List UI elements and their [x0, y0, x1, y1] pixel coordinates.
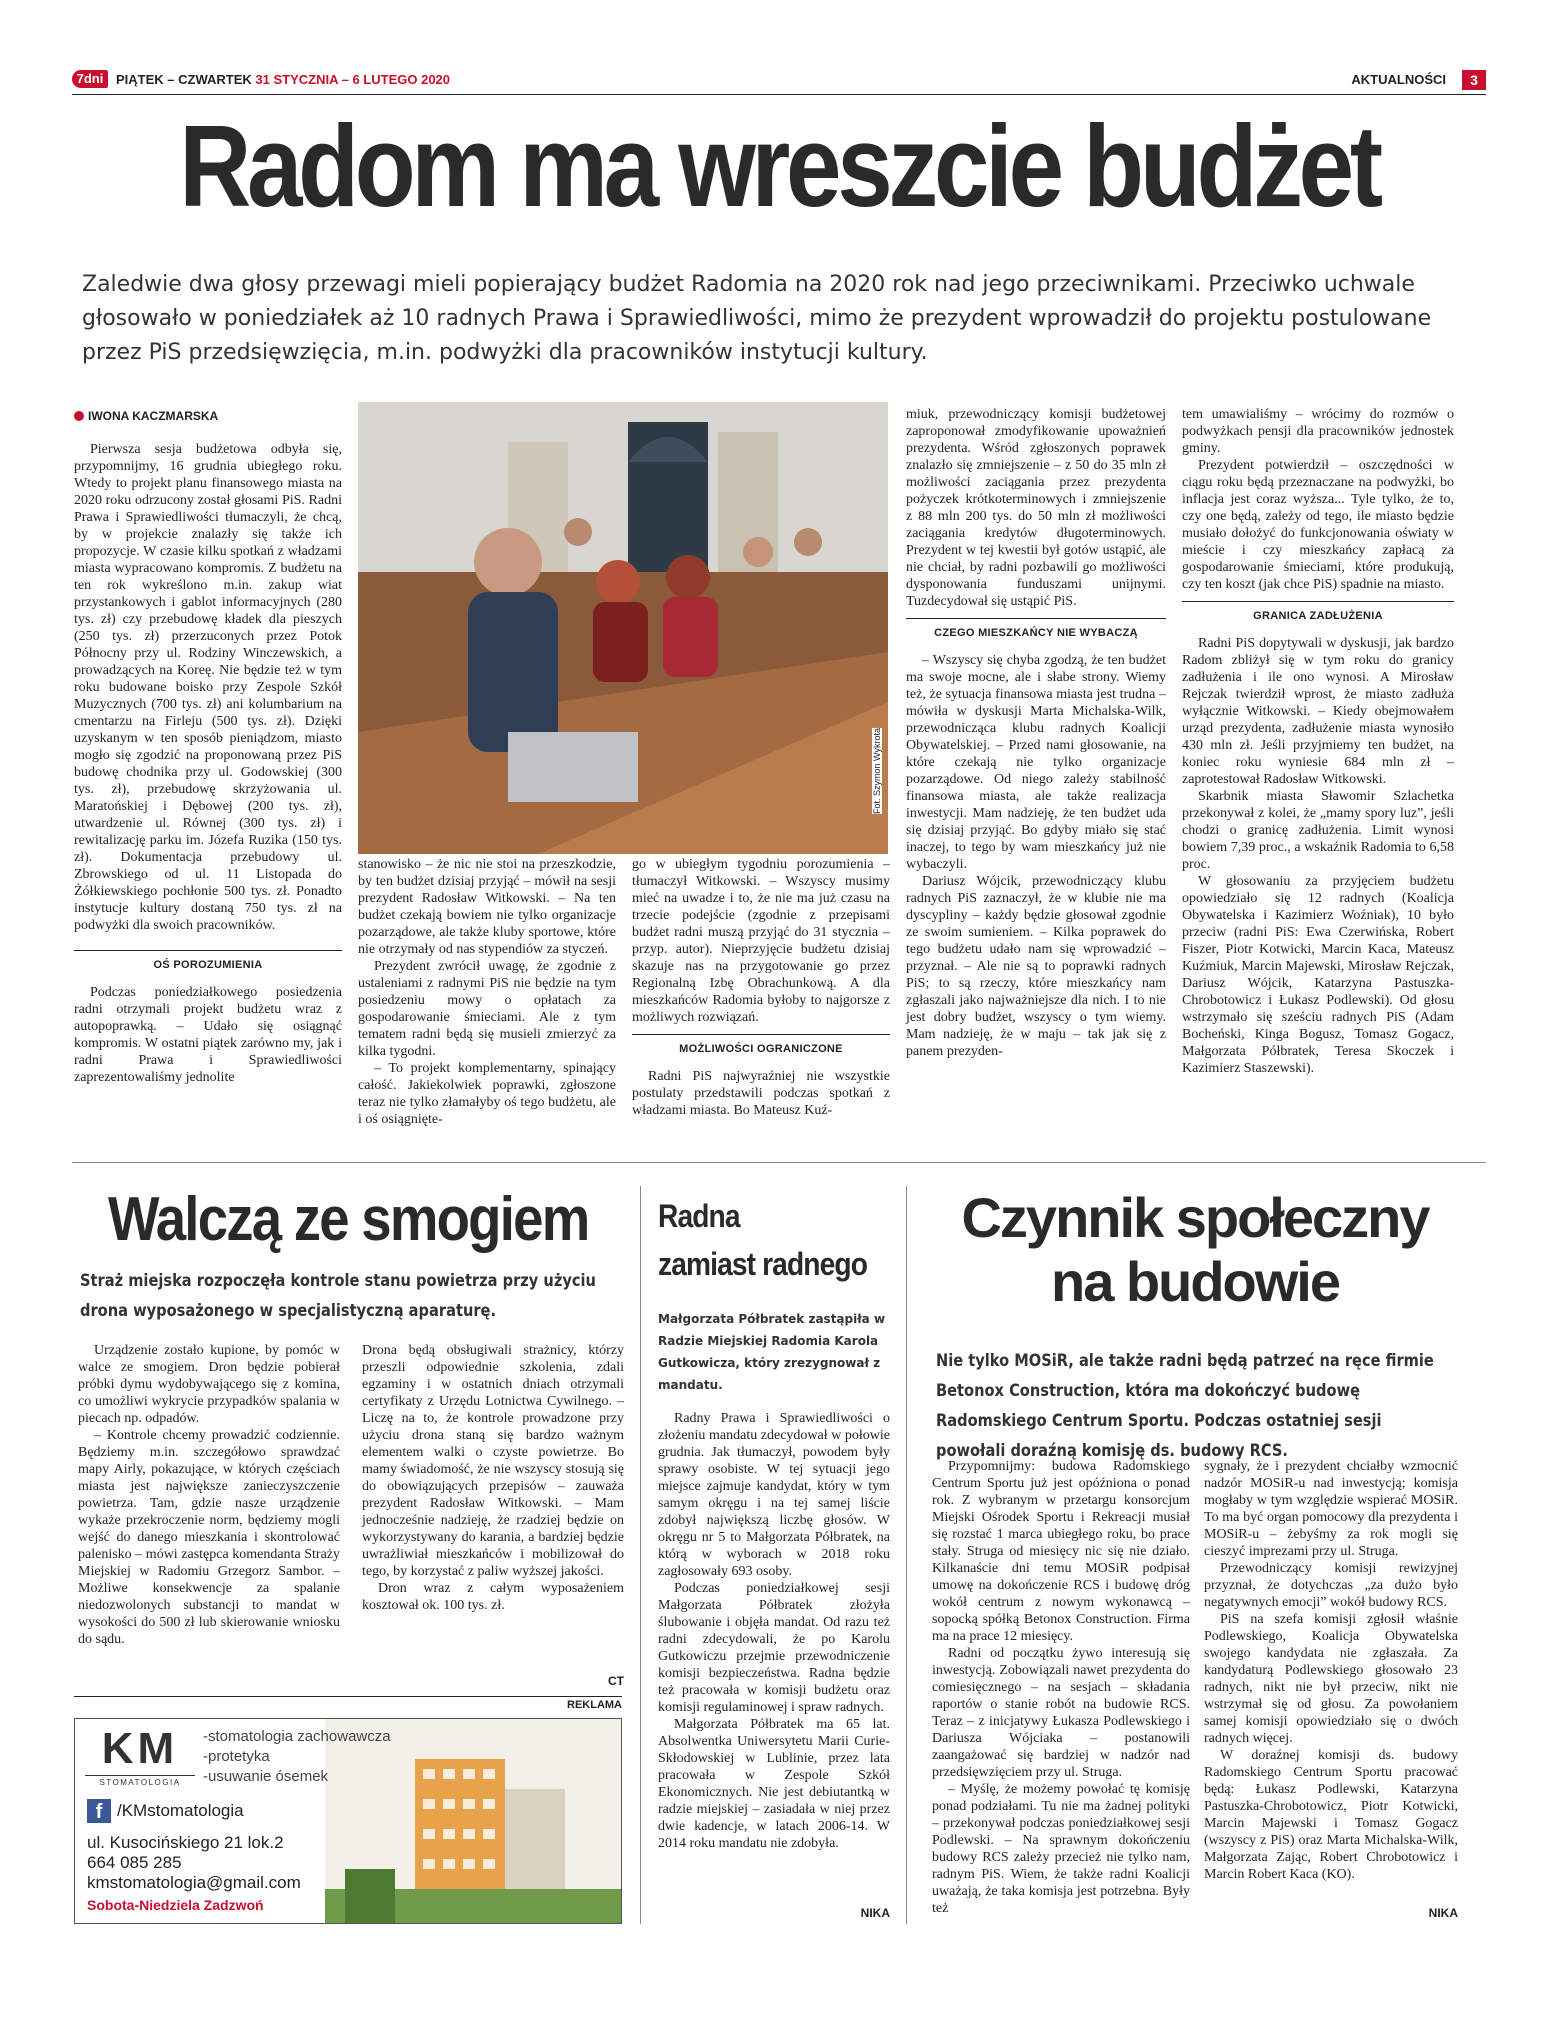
paragraph: Przypomnijmy: budowa Radomskiego Centrum Sportu już jest opóźniona o ponad rok. Z wybranym w przetargu konsorcjum Miejski Ośrodek Sportu i Rekreacji musiał się rozstać 1 marca ubiegłego roku, bo prace stały. Struga od miesięcy nic się nie działo. Kilkanaście dni temu MOSiR podpisał umowę na dokończenie RCS i budowę dróg wokół centrum z nowym wykonawcą – sopocką spółką Betonox Construction. Firma ma na prace 12 miesięcy. — [932, 1459, 1190, 1644]
email: kmstomatologia@gmail.com — [87, 1873, 301, 1892]
main-headline: Radom ma wreszcie budżet — [179, 101, 1379, 231]
service-item: -stomatologia zachowawcza — [203, 1728, 391, 1745]
reklama-label: REKLAMA — [74, 1696, 622, 1711]
paragraph: Prezydent potwierdził – oszczędności w ciągu roku będą przeznaczane na podwyżki, bo inflacja jest coraz wyższa... Tyle tylko, że to, czy one będą, zależy od tego, ile miasto będzie musiało dołożyć do funkcjonowania oświaty w mieście i czy mieszkańcy zapłacą za gospodarowanie śmieciami, które produkują, czy ten koszt (jak chce PiS) spadnie na miasto. — [1182, 458, 1454, 592]
main-column-5 — [1182, 406, 1454, 1077]
paragraph: – To projekt komplementarny, spinający całość. Jakiekolwiek poprawki, zgłoszone teraz nie tylko złamałyby oś tego budżetu, ale i oś osiągnięte- — [358, 1061, 616, 1127]
paragraph: Skarbnik miasta Sławomir Szlachetka przekonywał z kolei, że „mamy spory luz”, jeśli chodzi o granicę zadłużenia. Limit wynosi bowiem 7,39 proc., a wskaźnik Radomia to 6,58 proc. — [1182, 789, 1454, 872]
smog-lead: Straż miejska rozpoczęła kontrole stanu powietrza przy użyciu drona wyposażonego w specjalistyczną aparaturę. — [80, 1271, 596, 1321]
author-byline: IWONA KACZMARSKA — [74, 408, 342, 425]
paragraph: Pierwsza sesja budżetowa odbyła się, przypomnijmy, 16 grudnia ubiegłego roku. Wtedy to projekt planu finansowego miasta na 2020 roku odrzucony został głosami PiS. Radni Prawa i Sprawiedliwości tłumaczyli, że chcą, by w projekcie znalazły się także ich propozycje. W czasie kilku spotkań z władzami miasta wypracowano kompromis. Z budżetu na ten rok wykreślono m.in. zakup wiat przystankowych i gablot informacyjnych (280 tys. zł) czy przebudowę kładek dla pieszych (250 tys. zł) przerzuconych przez Potok Północny przy ul. Rodziny Winczewskich, a prowadzących na Koreę. Nie będzie też w tym roku budowane boisko przy Zespole Szkół Muzycznych (700 tys. zł) ani kolumbarium na cmentarzu na Firleju (500 tys. zł). Dzięki uzyskanym w ten sposób pieniądzom, miasto mogło się zgodzić na proponowaną przez PiS budowę chodnika przy ul. Godowskiej (300 tys. zł), przebudowę skrzyżowania ul. Maratońskiej i Dębowej (200 tys. zł), utwardzenie ul. Równej (300 tys. zł) i rewitalizację parku im. Józefa Ruzika (150 tys. zł). Dokumentacja przebudowy ul. Zbrowskiego od ul. 11 Listopada do Żółkiewskiego pochłonie 500 tys. zł. Ponadto instytucje kultury dostaną 750 tys. zł na podwyżki dla swoich pracowników. — [74, 442, 342, 933]
subhead: OŚ POROZUMIENIA — [74, 950, 342, 974]
paragraph: Przewodniczący komisji rewizyjnej przyznał, że dotychczas „za dużo było negatywnych emocji” wokół budowy RCS. — [1204, 1561, 1458, 1610]
paragraph: stanowisko – że nic nie stoi na przeszkodzie, by ten budżet dzisiaj przyjąć – mówił na sesji prezydent Radosław Witkowski. – Na ten budżet czekają bowiem nie tylko organizacje pozarządowe, ale także kluby sportowe, które nie otrzymały od nas stypendiów za styczeń. — [358, 857, 616, 957]
subhead: MOŻLIWOŚCI OGRANICZONE — [632, 1034, 890, 1058]
paragraph: Radni PiS dopytywali w dyskusji, jak bardzo Radom zbliżył się w tym roku do granicy zadłużenia i ile ono wynosi. A Mirosław Rejczak twierdził wprost, że miasto zadłuża wyłącznie Witkowski. – Kiedy obejmowałem urząd prezydenta, zadłużenie miasta wynosiło 430 mln zł. Jeśli przyjmiemy ten budżet, na koniec roku wyniesie 684 mln zł – zaprotestował Radosław Witkowski. — [1182, 636, 1454, 787]
paragraph: Radni PiS najwyraźniej nie wszystkie postulaty przedstawili podczas spotkań z władzami miasta. Bo Mateusz Kuź- — [632, 1069, 890, 1118]
radna-headline: Radna zamiast radnego — [658, 1198, 868, 1282]
header-rule — [72, 94, 1486, 95]
paragraph: – Wszyscy się chyba zgodzą, że ten budżet ma swoje mocne, ale i słabe strony. Wiemy też, że sytuacja finansowa miasta jest trudna – mówiła w dyskusji Marta Michalska-Wilk, przewodnicząca klubu radnych Koalicji Obywatelskiej. – Przed nami głosowanie, na które czekają nie tylko organizacje pozarządowe. Od niego zależy stabilność finansowa miasta, ale także realizacja inwestycji. Mam nadzieję, że ten budżet uda się dzisiaj przyjąć. Bo gdyby miało się stać inaczej, to tego by wam mieszkańcy już nie wybaczyli. — [906, 653, 1166, 872]
paragraph: go w ubiegłym tygodniu porozumienia – tłumaczył Witkowski. – Wszyscy musimy mieć na uwadze i to, że nie ma już czasu na trzecie podejście (zgodnie z przepisami budżet radni muszą przyjąć do 31 stycznia – przyp. autor). Nieprzyjęcie budżetu dzisiaj skazuje nas na przygotowanie go przez Regionalną Izbę Obrachunkową. A dla mieszkańców Radomia byłoby to najgorsze z możliwych rozwiązań. — [632, 857, 890, 1025]
running-head — [72, 70, 1486, 92]
paragraph: Małgorzata Półbratek ma 65 lat. Absolwentka Uniwersytetu Marii Curie-Skłodowskiej w Lublinie, przez lata pracowała w Zespole Szkół Ekonomicznych. Nie jest debiutantką w radzie miejskiej – zasiadała w niej przez dwie kadencje, w latach 2006-14. W 2014 roku mandatu nie zdobyła. — [658, 1717, 890, 1851]
photo-illustration — [358, 402, 888, 854]
main-column-2 — [358, 856, 616, 1128]
issue-date: PIĄTEK – CZWARTEK 31 STYCZNIA – 6 LUTEGO 2020 — [116, 72, 451, 87]
czynnik-signature: NIKA — [1428, 1906, 1458, 1920]
main-column-3 — [632, 856, 890, 1119]
paragraph: W głosowaniu za przyjęciem budżetu opowiedziało się 12 radnych (Koalicja Obywatelska i Kazimierz Woźniak), 10 było przeciw (radni PiS: Ewa Czerwińska, Robert Fiszer, Piotr Kotwicki, Marcin Kaca, Mateusz Kuźmiuk, Marcin Majewski, Mirosław Rejczak, Dariusz Wójcik, Katarzyna Pastuszka-Chrobotowicz i Łukasz Podlewski). Od głosu wstrzymało się sześciu radnych PiS (Adam Bocheński, Kinga Bogusz, Tomasz Gogacz, Małgorzata Półbratek, Teresa Skoczek i Kazimierz Staszewski). — [1182, 874, 1454, 1076]
paragraph: Prezydent zwrócił uwagę, że zgodnie z ustaleniami z radnymi PiS nie będzie na tym posiedzeniu mowy o opłatach za gospodarowanie śmieciami. Ale z tym tematem radni będą się musieli zmierzyć za kilka tygodni. — [358, 959, 616, 1059]
column-rule — [640, 1186, 641, 1924]
smog-column-2 — [362, 1342, 624, 1614]
main-column-1 — [74, 408, 342, 1086]
phone: 664 085 285 — [87, 1853, 182, 1872]
paragraph: Urządzenie zostało kupione, by pomóc w walce ze smogiem. Dron będzie pobierał próbki dymu wydobywającego się z komina, co umożliwi wykrycie przypadków spalania w piecach np. odpadów. — [78, 1343, 340, 1426]
paragraph: tem umawialiśmy – wrócimy do rozmów o podwyżkach pensji dla pracowników jednostek gminy. — [1182, 407, 1454, 456]
service-item: -usuwanie ósemek — [203, 1768, 329, 1785]
czynnik-lead: Nie tylko MOSiR, ale także radni będą patrzeć na ręce firmie Betonox Construction, która ma dokończyć budowę Radomskiego Centrum Sportu. Podczas ostatniej sesji powołali doraźną komisję ds. budowy RCS. — [936, 1351, 1434, 1461]
bullet-icon — [74, 411, 84, 421]
column-rule — [906, 1186, 907, 1924]
paragraph: Radny Prawa i Sprawiedliwości o złożeniu mandatu zdecydował w połowie grudnia. Jak tłumaczył, powodem były sprawy osobiste. W tej sytuacji jego miejsce zajmuje kandydat, który w tym samym okręgu i na tej samej liście zdobył największą liczbę głosów. W okręgu nr 5 to Małgorzata Półbratek, na którą w wyborach w 2018 roku zagłosowały 693 osoby. — [658, 1411, 890, 1579]
radna-lead: Małgorzata Półbratek zastąpiła w Radzie Miejskiej Radomia Karola Gutkowicza, który zrezygnował z mandatu. — [658, 1312, 886, 1392]
paragraph: W doraźnej komisji ds. budowy Radomskiego Centrum Sportu pracować będą: Łukasz Podlewski, Katarzyna Pastuszka-Chrobotowicz, Piotr Kotwicki, Marcin Majewski i Tomasz Gogacz (wszyscy z PiS) oraz Marta Michalska-Wilk, Małgorzata Zając, Robert Chrobotowicz i Marcin Robert Kaca (KO). — [1204, 1748, 1458, 1882]
paragraph: miuk, przewodniczący komisji budżetowej zaproponował zmodyfikowanie upoważnień prezydenta. Wśród zgłoszonych poprawek znalazło się zmniejszenie – z 50 do 35 mln zł możliwości zaciągania przez prezydenta pożyczek krótkoterminowych i zmniejszenie z 88 mln 200 tys. do 50 mln zł możliwości zaciągania kredytów długoterminowych. Prezydent w tej kwestii był gotów ustąpić, ale nie chciał, by radni pozbawili go możliwości dysponowania funduszami unijnymi. Tuzdecydował się ustąpić PiS. — [906, 407, 1166, 609]
service-item: -protetyka — [203, 1748, 270, 1765]
section-label: AKTUALNOŚCI — [1351, 72, 1446, 87]
czynnik-headline: Czynnik społeczny na budowie — [961, 1186, 1429, 1313]
weekend-notice: Sobota-Niedziela Zadzwoń — [87, 1897, 264, 1913]
paragraph: Radni od początku żywo interesują się inwestycją. Zobowiązali nawet prezydenta do comiesięcznego – na sesjach – składania raportów o stanie robót na budowie RCS. Teraz – z inicjatywy Łukasza Podlewskiego i Dariusza Wójciaka – postanowili zaangażować się bardziej w nadzór nad przedsięwzięciem przy ul. Struga. — [932, 1646, 1190, 1780]
main-column-4 — [906, 406, 1166, 1060]
smog-signature: CT — [608, 1674, 624, 1688]
radna-signature: NIKA — [860, 1906, 890, 1920]
paragraph: Dron wraz z całym wyposażeniem kosztował ok. 100 tys. zł. — [362, 1581, 624, 1613]
facebook-icon: f — [87, 1799, 111, 1823]
subhead: CZEGO MIESZKAŃCY NIE WYBACZĄ — [906, 618, 1166, 642]
brand-subtitle: STOMATOLOGIA — [85, 1775, 195, 1787]
paragraph: Podczas poniedziałkowego posiedzenia radni otrzymali projekt budżetu wraz z autopoprawką. – Udało się osiągnąć kompromis. W ostatni piątek zarówno my, jak i radni Prawa i Sprawiedliwości zaprezentowaliśmy jednolite — [74, 985, 342, 1085]
radna-column — [658, 1410, 890, 1852]
newspaper-logo: 7dni — [72, 70, 108, 88]
page-number: 3 — [1462, 70, 1486, 90]
photo-credit: Fot. Szymon Wykrota — [872, 728, 882, 814]
paragraph: Dariusz Wójcik, przewodniczący klubu radnych PiS zaznaczył, że w klubie nie ma dyscypliny – każdy będzie głosował zgodnie ze swoim sumieniem. – Kilka poprawek do tego budżetu udało nam się wprowadzić – przyznał. – Ale nie są to poprawki radnych PiS; to są rzeczy, które mieszkańcy nam zgłaszali jako najważniejsze dla nich. I to nie jest dobry budżet, wszyscy o tym wiemy. Mam nadzieję, że w maju – tak jak się z panem prezyden- — [906, 874, 1166, 1059]
subhead: GRANICA ZADŁUŻENIA — [1182, 601, 1454, 625]
facebook-handle: /KMstomatologia — [117, 1801, 244, 1820]
main-lead: Zaledwie dwa głosy przewagi mieli popierający budżet Radomia na 2020 rok nad jego przeciwnikami. Przeciwko uchwale głosowało w poniedziałek aż 10 radnych Prawa i Sprawiedliwości, mimo że prezydent wprowadził do projektu postulowane przez PiS przedsięwzięcia, m.in. podwyżki dla pracowników instytucji kultury. — [82, 272, 1432, 365]
contact-block — [87, 1833, 301, 1893]
paragraph: Drona będą obsługiwali strażnicy, którzy przeszli odpowiednie szkolenia, zdali egzaminy i w ostatnich dniach otrzymali certyfikaty z Urzędu Lotnictwa Cywilnego. – Liczę na to, że kontrole prowadzone przy użyciu drona staną się bardzo ważnym elementem walki o czyste powietrze. Bo mamy świadomość, że nie wszyscy stosują się do obowiązujących przepisów – zauważa prezydent Radosław Witkowski. – Mam jednocześnie nadzieję, że rzadziej będzie on wykorzystywany do karania, a bardziej będzie uwrażliwiał mieszkańców i mobilizował do tego, by korzystać z paliw wyższej jakości. — [362, 1343, 624, 1579]
address: ul. Kusocińskiego 21 lok.2 — [87, 1833, 284, 1852]
smog-column-1 — [78, 1342, 340, 1648]
czynnik-column-2 — [1204, 1458, 1458, 1883]
paragraph: sygnały, że i prezydent chciałby wzmocnić nadzór MOSiR-u nad inwestycją; komisja mogłaby w tym względzie wspierać MOSiR. To ma być organ pomocowy dla prezydenta i MOSiR-u – żebyśmy za rok mogli się cieszyć imprezami przy ul. Struga. — [1204, 1459, 1458, 1559]
czynnik-column-1 — [932, 1458, 1190, 1917]
section-divider — [72, 1162, 1486, 1163]
brand-logo: KM — [101, 1724, 179, 1773]
smog-headline: Walczą ze smogiem — [108, 1185, 589, 1254]
paragraph: Podczas poniedziałkowej sesji Małgorzata Półbratek złożyła ślubowanie i objęła mandat. Od razu też radni zdecydowali, że po Karolu Gutkowiczu przejmie przewodniczenie komisji bezpieczeństwa. Radna będzie też pracowała w komisji budżetu oraz komisji regulaminowej i spraw radnych. — [658, 1581, 890, 1715]
paragraph: – Myślę, że możemy powołać tę komisję ponad podziałami. Tu nie ma żadnej polityki – przekonywał podczas poniedziałkowej sesji Podlewski. – Na sprawnym dokończeniu budowy RCS zależy przecież nie tylko nam, radnym PiS. Wiem, że także radni Koalicji uważają, że taka komisja jest potrzebna. Były też — [932, 1782, 1190, 1916]
services-list — [203, 1727, 391, 1787]
paragraph: – Kontrole chcemy prowadzić codziennie. Będziemy m.in. szczegółowo sprawdzać mapy Airly, pokazujące, w których częściach miasta jest największe zanieczyszczenie powietrza. Tam, gdzie nasze urządzenie wykaże przekroczenie norm, będziemy mogli wejść do danego mieszkania i skontrolować palenisko – mówi zastępca komendanta Straży Miejskiej w Radomiu Grzegorz Sambor. – Możliwe konsekwencje za spalanie niedozwolonych substancji to mandat w wysokości do 500 zł lub skierowanie wniosku do sądu. — [78, 1428, 340, 1647]
dental-advertisement — [74, 1718, 622, 1924]
council-session-photo — [358, 402, 888, 854]
paragraph: PiS na szefa komisji zgłosił właśnie Podlewskiego, Koalicja Obywatelska swojego kandydata nie zgłaszała. Za kandydaturą Podlewskiego głosowało 23 radnych, nikt nie był przeciw, nikt nie wstrzymał się od głosu. Za powołaniem samej komisji opowiedziało się o dwóch radnych więcej. — [1204, 1612, 1458, 1746]
